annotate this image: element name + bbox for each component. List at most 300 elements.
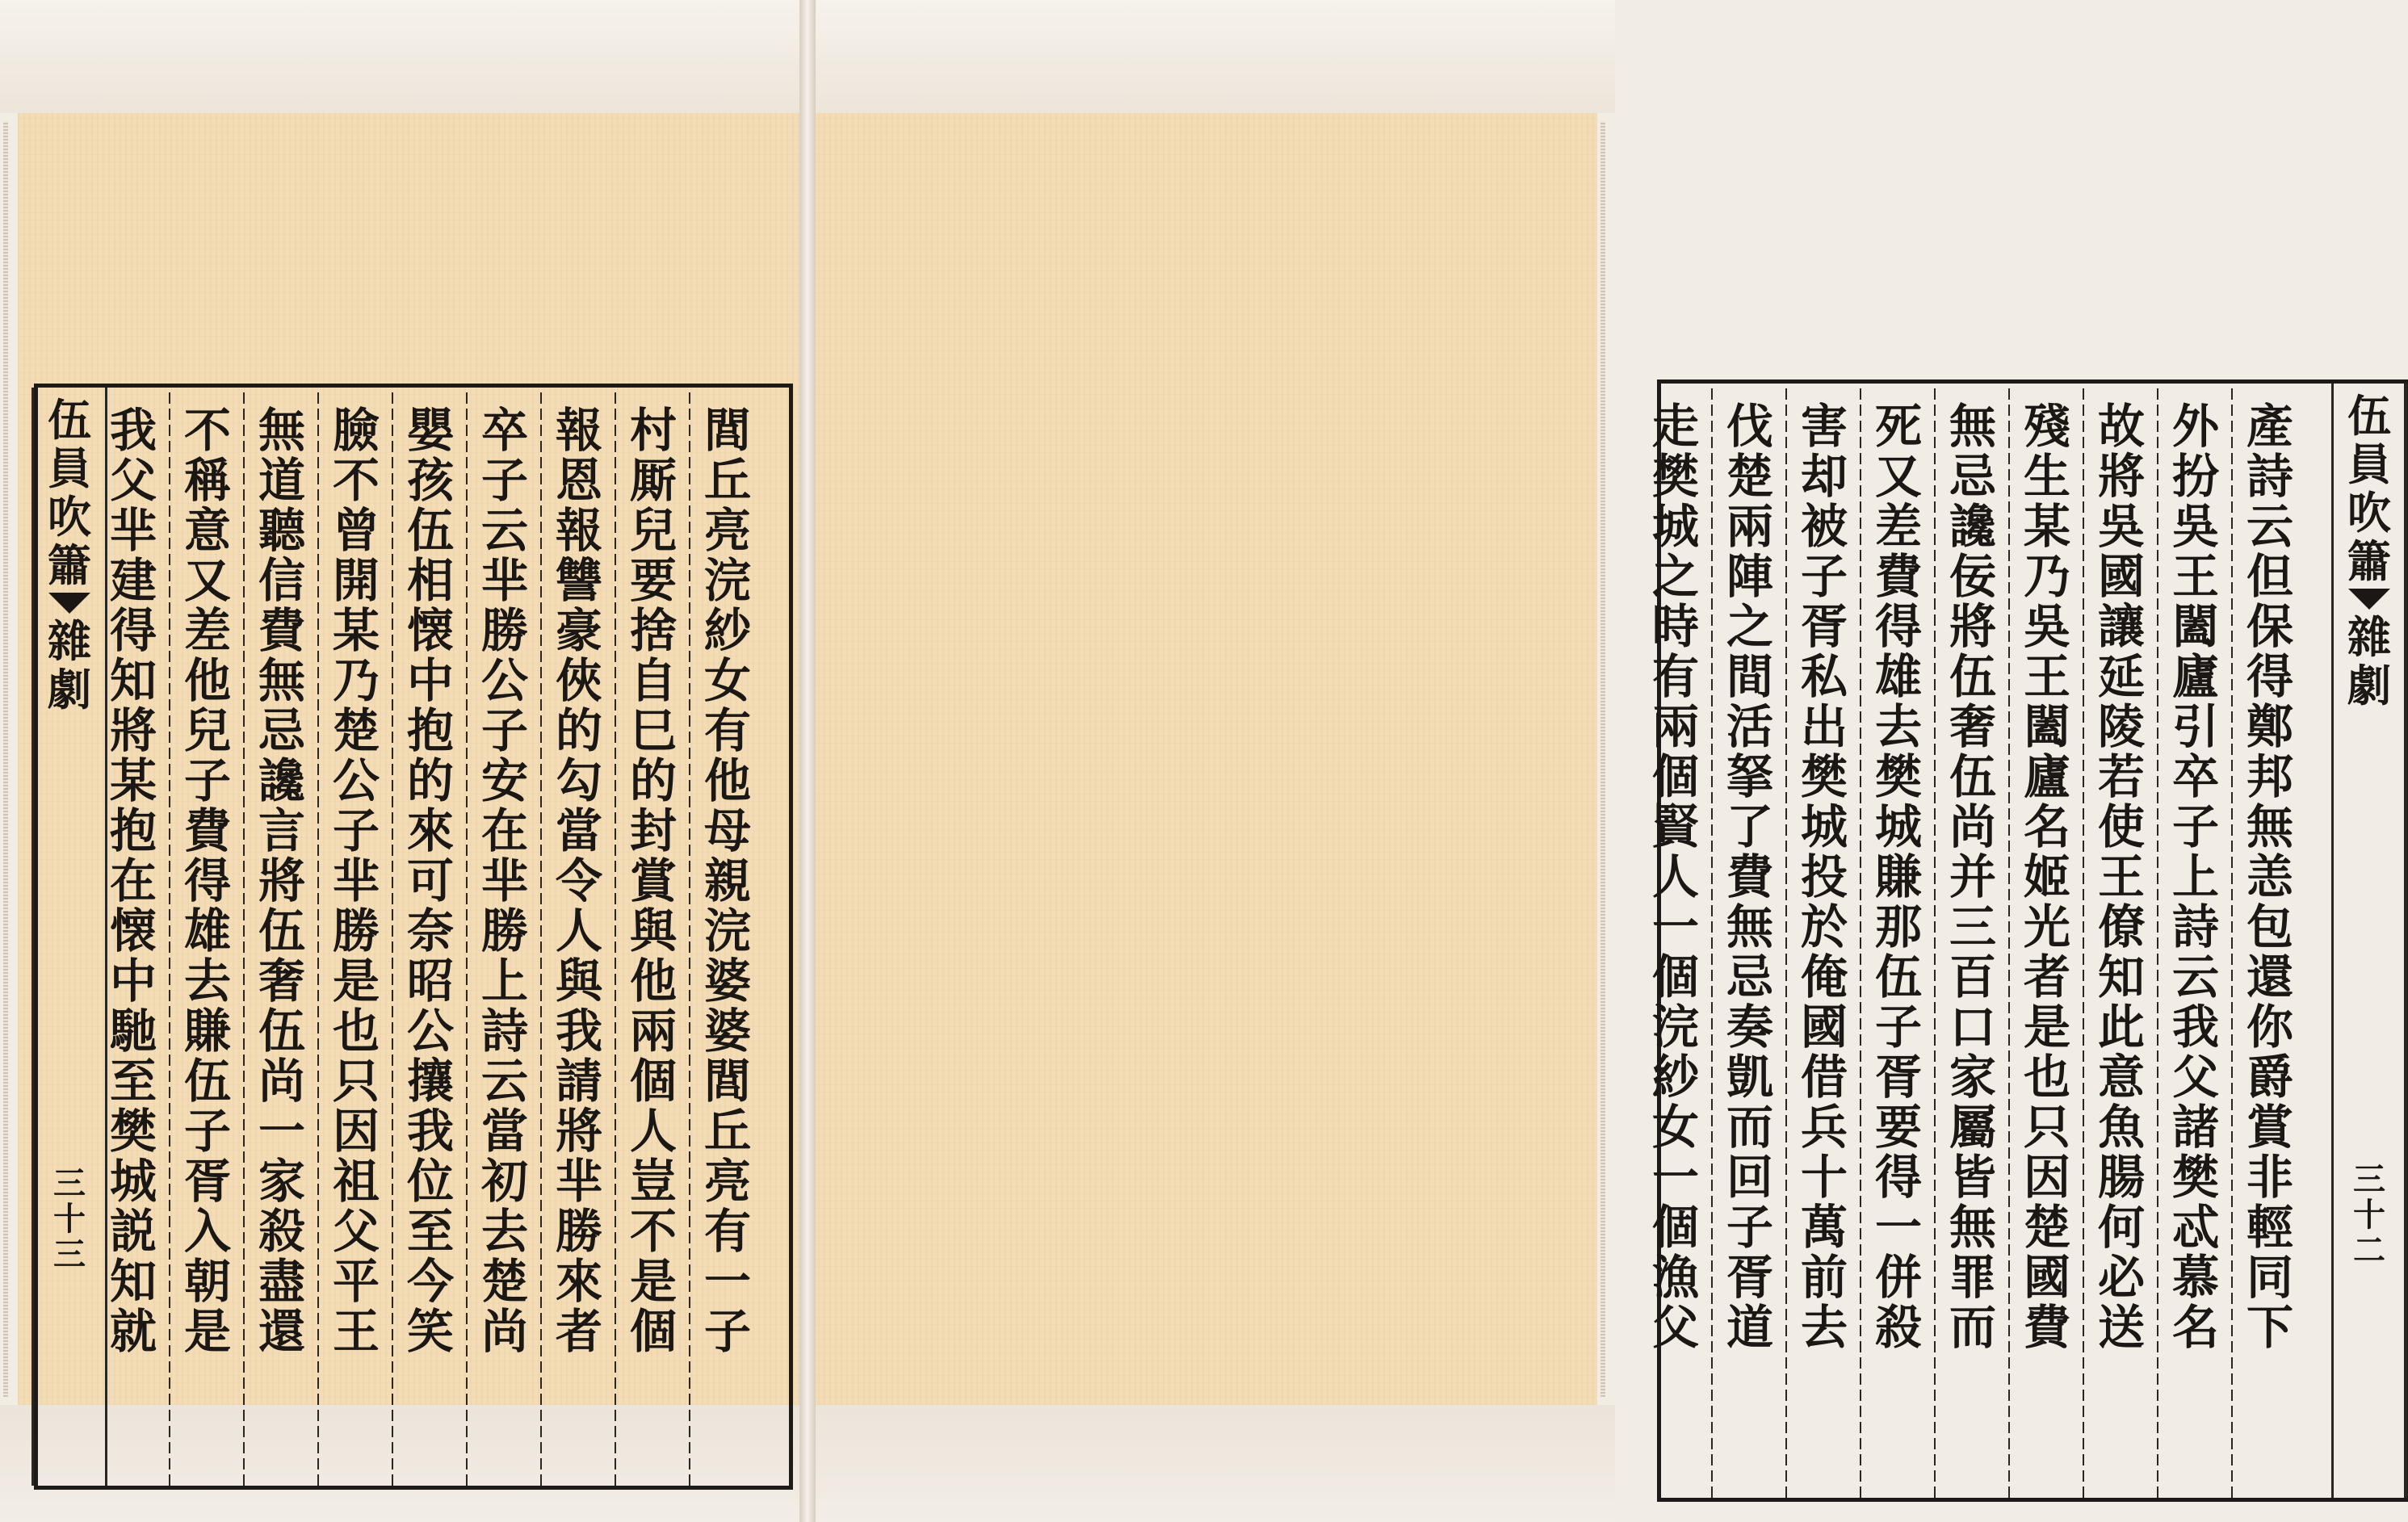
text-char: 一 [1651, 899, 1699, 954]
text-char: 云 [2246, 499, 2293, 554]
text-char: 口 [1949, 1000, 1996, 1054]
text-char: 母 [703, 803, 751, 858]
text-char: 不 [629, 1204, 677, 1259]
text-char: 兩 [629, 1004, 677, 1059]
text-char: 伍 [1949, 749, 1996, 804]
text-char: 知 [109, 1254, 157, 1309]
text-char: 慕 [2171, 1250, 2219, 1305]
text-char: 位 [406, 1154, 454, 1209]
text-char: 相 [406, 553, 454, 608]
text-char: 聽 [258, 503, 305, 558]
text-char: 走 [1651, 399, 1699, 454]
text-char: 不 [183, 403, 231, 458]
text-char: 魚 [2097, 1100, 2145, 1155]
text-char: 我 [2171, 1000, 2219, 1054]
text-char: 忒 [2171, 1200, 2219, 1255]
text-char: 但 [2246, 549, 2293, 604]
text-char: 抱 [109, 803, 157, 858]
text-char: 乃 [332, 653, 380, 708]
text-char: 邦 [2246, 749, 2293, 804]
fish-tail-mark [2348, 589, 2390, 610]
text-char: 城 [1874, 799, 1922, 854]
text-char: 於 [1800, 899, 1848, 954]
text-char: 胥 [183, 1154, 231, 1209]
text-char: 還 [2246, 950, 2293, 1004]
text-char: 殺 [258, 1204, 305, 1259]
text-char: 差 [183, 603, 231, 658]
text-char: 將 [109, 703, 157, 758]
center-fold-column [31, 388, 107, 1486]
text-char: 產 [2246, 399, 2293, 454]
text-char: 云 [480, 1054, 528, 1109]
text-char: 自 [629, 653, 677, 708]
text-char: 者 [555, 1304, 602, 1359]
text-char: 卒 [480, 403, 528, 458]
folio-number: 三 十 二 [2353, 1160, 2385, 1269]
text-char: 却 [1800, 449, 1848, 504]
text-char: 也 [332, 1004, 380, 1059]
text-char: 送 [2097, 1300, 2145, 1355]
text-char: 私 [1800, 649, 1848, 704]
text-char: 若 [2097, 749, 2145, 804]
right-page [812, 113, 2391, 1405]
text-char: 當 [555, 803, 602, 858]
text-char: 廬 [2171, 649, 2219, 704]
book-gutter [799, 0, 816, 1522]
text-char: 賞 [629, 853, 677, 908]
text-char: 楚 [2023, 1200, 2070, 1255]
text-char: 閭 [703, 1054, 751, 1109]
text-char: 子 [183, 1104, 231, 1159]
text-char: 讒 [258, 753, 305, 808]
text-char: 個 [1651, 749, 1699, 804]
text-char: 安 [480, 753, 528, 808]
text-char: 伐 [1726, 399, 1773, 454]
text-char: 諸 [2171, 1100, 2219, 1155]
text-char: 樊 [1651, 449, 1699, 504]
text-char: 懐 [406, 603, 454, 658]
text-char: 懐 [109, 904, 157, 958]
text-char: 的 [629, 753, 677, 808]
text-char: 嬰 [406, 403, 454, 458]
text-char: 勾 [555, 753, 602, 808]
left-page-edge [3, 121, 8, 1397]
text-char: 吳 [2097, 499, 2145, 554]
text-char: 人 [1651, 849, 1699, 904]
text-char: 卒 [2171, 749, 2219, 804]
text-char: 芈 [555, 1154, 602, 1209]
text-char: 賺 [1874, 849, 1922, 904]
text-char: 在 [480, 803, 528, 858]
text-char: 城 [1651, 499, 1699, 554]
text-char: 不 [332, 453, 380, 508]
text-char: 還 [258, 1304, 305, 1359]
text-char: 者 [2023, 950, 2070, 1004]
text-char: 出 [1800, 699, 1848, 754]
text-char: 個 [629, 1054, 677, 1109]
text-char: 勝 [480, 904, 528, 958]
text-char: 害 [1800, 399, 1848, 454]
text-char: 子 [480, 703, 528, 758]
text-char: 捨 [629, 603, 677, 658]
text-char: 費 [183, 803, 231, 858]
left-page [18, 113, 803, 1405]
text-char: 紗 [1651, 1050, 1699, 1105]
text-char: 包 [2246, 899, 2293, 954]
text-char: 賞 [2246, 1100, 2293, 1155]
text-char: 得 [183, 853, 231, 908]
text-char: 之 [1726, 599, 1773, 654]
text-char: 同 [2246, 1250, 2293, 1305]
text-char: 丘 [703, 1104, 751, 1159]
text-char: 今 [406, 1254, 454, 1309]
text-char: 子 [1874, 1000, 1922, 1054]
text-char: 我 [406, 1104, 454, 1159]
text-char: 去 [1874, 699, 1922, 754]
center-section: 雜 劇 [2347, 611, 2391, 711]
text-char: 雄 [183, 904, 231, 958]
text-char: 某 [109, 753, 157, 808]
text-char: 人 [555, 904, 602, 958]
text-char: 兒 [183, 703, 231, 758]
text-char: 一 [258, 1104, 305, 1159]
text-char: 攘 [406, 1054, 454, 1109]
left-page-frame [34, 384, 793, 1490]
text-char: 無 [1726, 899, 1773, 954]
text-char: 得 [109, 603, 157, 658]
text-char: 來 [555, 1254, 602, 1309]
text-char: 婆 [703, 1004, 751, 1059]
text-char: 個 [629, 1304, 677, 1359]
text-char: 無 [1949, 399, 1996, 454]
text-char: 而 [1949, 1300, 1996, 1355]
text-char: 馳 [109, 1004, 157, 1059]
text-char: 將 [555, 1104, 602, 1159]
text-char: 笑 [406, 1304, 454, 1359]
text-char: 佞 [1949, 549, 1996, 604]
text-char: 殺 [1874, 1300, 1922, 1355]
text-char: 費 [1874, 549, 1922, 604]
text-char: 公 [480, 653, 528, 708]
text-char: 一 [1651, 1150, 1699, 1205]
text-char: 費 [258, 603, 305, 658]
text-char: 恩 [555, 453, 602, 508]
text-column [616, 388, 690, 1486]
text-char: 初 [480, 1154, 528, 1209]
text-char: 知 [109, 653, 157, 708]
text-char: 伍 [1949, 649, 1996, 704]
text-char: 伍 [183, 1054, 231, 1109]
text-char: 的 [406, 753, 454, 808]
text-char: 俺 [1800, 950, 1848, 1004]
right-page-frame [1651, 379, 2408, 1502]
text-char: 父 [2171, 1050, 2219, 1105]
text-char: 兒 [629, 503, 677, 558]
text-char: 賢 [1651, 799, 1699, 854]
text-char: 他 [703, 753, 751, 808]
text-char: 并 [1949, 849, 1996, 904]
text-char: 非 [2246, 1150, 2293, 1205]
text-char: 個 [1651, 1200, 1699, 1255]
text-char: 中 [109, 954, 157, 1008]
text-char: 親 [703, 853, 751, 908]
text-char: 腸 [2097, 1150, 2145, 1205]
text-column [1861, 384, 1936, 1498]
text-char: 三 [1949, 899, 1996, 954]
text-char: 爵 [2246, 1050, 2293, 1105]
text-char: 我 [555, 1004, 602, 1059]
text-char: 也 [2023, 1050, 2070, 1105]
text-char: 費 [1726, 849, 1773, 904]
text-char: 光 [2023, 899, 2070, 954]
text-char: 殘 [2023, 399, 2070, 454]
right-page-edge [1600, 121, 1605, 1397]
text-char: 要 [629, 553, 677, 608]
text-char: 巳 [629, 703, 677, 758]
text-char: 公 [406, 1004, 454, 1059]
text-char: 國 [2097, 549, 2145, 604]
text-char: 抱 [406, 703, 454, 758]
text-char: 伍 [1874, 950, 1922, 1004]
text-char: 忌 [1726, 950, 1773, 1004]
text-char: 奢 [258, 954, 305, 1008]
text-char: 死 [1874, 399, 1922, 454]
text-column [1787, 384, 1861, 1498]
text-char: 某 [332, 603, 380, 658]
text-char: 父 [332, 1204, 380, 1259]
text-column [1638, 384, 1713, 1498]
text-char: 費 [2023, 1300, 2070, 1355]
text-char: 伍 [406, 503, 454, 558]
text-char: 女 [1651, 1100, 1699, 1155]
text-char: 厮 [629, 453, 677, 508]
text-char: 盡 [258, 1254, 305, 1309]
text-char: 要 [1874, 1100, 1922, 1155]
text-char: 投 [1800, 849, 1848, 904]
text-char: 言 [258, 803, 305, 858]
text-char: 十 [1800, 1150, 1848, 1205]
text-char: 就 [109, 1304, 157, 1359]
text-char: 凱 [1726, 1050, 1773, 1105]
text-char: 延 [2097, 649, 2145, 704]
text-char: 生 [2023, 449, 2070, 504]
text-char: 女 [703, 653, 751, 708]
text-char: 稱 [183, 453, 231, 508]
text-char: 至 [109, 1054, 157, 1109]
text-char: 廬 [2023, 749, 2070, 804]
text-char: 意 [2097, 1050, 2145, 1105]
text-char: 令 [555, 853, 602, 908]
text-char: 意 [183, 503, 231, 558]
text-char: 皆 [1949, 1150, 1996, 1205]
text-char: 無 [258, 653, 305, 708]
text-char: 尚 [1949, 799, 1996, 854]
text-char: 必 [2097, 1250, 2145, 1305]
text-char: 闔 [2171, 599, 2219, 654]
text-char: 活 [1726, 699, 1773, 754]
text-char: 去 [183, 954, 231, 1008]
text-char: 因 [332, 1104, 380, 1159]
text-char: 道 [258, 453, 305, 508]
text-char: 楚 [1726, 449, 1773, 504]
text-char: 併 [1874, 1250, 1922, 1305]
text-column [690, 388, 765, 1486]
text-char: 只 [332, 1054, 380, 1109]
text-char: 無 [258, 403, 305, 458]
text-char: 樊 [1874, 749, 1922, 804]
text-char: 樊 [1800, 749, 1848, 804]
text-char: 輕 [2246, 1200, 2293, 1255]
text-char: 讒 [1949, 499, 1996, 554]
text-char: 王 [332, 1304, 380, 1359]
text-char: 去 [1800, 1300, 1848, 1355]
text-char: 國 [2023, 1250, 2070, 1305]
text-char: 王 [2097, 849, 2145, 904]
text-char: 伍 [258, 1004, 305, 1059]
text-char: 子 [703, 1304, 751, 1359]
text-char: 無 [1949, 1200, 1996, 1255]
text-char: 封 [629, 803, 677, 858]
text-char: 樊 [2171, 1150, 2219, 1205]
text-char: 讓 [2097, 599, 2145, 654]
text-char: 胥 [1726, 1250, 1773, 1305]
text-char: 説 [109, 1204, 157, 1259]
text-column [468, 388, 542, 1486]
center-section: 雜 劇 [48, 615, 91, 715]
text-char: 借 [1800, 1050, 1848, 1105]
text-char: 子 [183, 753, 231, 808]
text-char: 父 [109, 453, 157, 508]
text-char: 臉 [332, 403, 380, 458]
text-char: 與 [629, 904, 677, 958]
text-char: 胥 [1800, 599, 1848, 654]
text-char: 漁 [1651, 1250, 1699, 1305]
text-char: 時 [1651, 599, 1699, 654]
text-char: 平 [332, 1254, 380, 1309]
text-char: 俠 [555, 653, 602, 708]
text-char: 樊 [109, 1104, 157, 1159]
text-char: 請 [555, 1054, 602, 1109]
text-char: 詩 [480, 1004, 528, 1059]
text-char: 你 [2246, 1000, 2293, 1054]
text-char: 詩 [2171, 899, 2219, 954]
text-char: 忌 [1949, 449, 1996, 504]
text-char: 而 [1726, 1100, 1773, 1155]
center-fold-column [2331, 384, 2407, 1498]
text-char: 芈 [109, 503, 157, 558]
text-char: 讐 [555, 553, 602, 608]
text-char: 人 [629, 1104, 677, 1159]
text-char: 芈 [332, 853, 380, 908]
text-char: 父 [1651, 1300, 1699, 1355]
text-char: 來 [406, 803, 454, 858]
text-char: 當 [480, 1104, 528, 1159]
text-char: 將 [1949, 599, 1996, 654]
text-char: 城 [1800, 799, 1848, 854]
text-char: 他 [629, 954, 677, 1008]
text-char: 入 [183, 1204, 231, 1259]
text-char: 奈 [406, 904, 454, 958]
text-char: 是 [332, 954, 380, 1008]
text-char: 與 [555, 954, 602, 1008]
text-char: 亮 [703, 503, 751, 558]
text-char: 浣 [1651, 1000, 1699, 1054]
text-char: 勝 [332, 904, 380, 958]
text-char: 是 [183, 1304, 231, 1359]
text-char: 雄 [1874, 649, 1922, 704]
text-char: 得 [2246, 649, 2293, 704]
text-char: 上 [2171, 849, 2219, 904]
text-char: 名 [2171, 1300, 2219, 1355]
text-char: 家 [258, 1154, 305, 1209]
text-char: 又 [183, 553, 231, 608]
text-char: 子 [480, 453, 528, 508]
text-char: 個 [1651, 950, 1699, 1004]
text-column [2084, 384, 2158, 1498]
text-char: 忌 [258, 703, 305, 758]
text-char: 他 [183, 653, 231, 708]
text-char: 萬 [1800, 1200, 1848, 1255]
text-char: 引 [2171, 699, 2219, 754]
text-char: 國 [1800, 1000, 1848, 1054]
text-char: 一 [1874, 1200, 1922, 1255]
text-column [1936, 384, 2010, 1498]
text-char: 我 [109, 403, 157, 458]
text-column [170, 388, 245, 1486]
text-char: 在 [109, 853, 157, 908]
text-char: 芈 [480, 553, 528, 608]
text-char: 此 [2097, 1000, 2145, 1054]
text-char: 姬 [2023, 849, 2070, 904]
text-char: 王 [2171, 549, 2219, 604]
text-char: 的 [555, 703, 602, 758]
text-char: 何 [2097, 1200, 2145, 1255]
text-char: 信 [258, 553, 305, 608]
text-char: 屬 [1949, 1100, 1996, 1155]
text-char: 昭 [406, 954, 454, 1008]
text-char: 勝 [555, 1204, 602, 1259]
text-char: 子 [2171, 799, 2219, 854]
text-char: 家 [1949, 1050, 1996, 1105]
text-char: 祖 [332, 1154, 380, 1209]
text-char: 前 [1800, 1250, 1848, 1305]
text-char: 亮 [703, 1154, 751, 1209]
text-char: 被 [1800, 499, 1848, 554]
text-char: 吳 [2171, 499, 2219, 554]
text-char: 浣 [703, 553, 751, 608]
text-column [2233, 384, 2307, 1498]
text-char: 百 [1949, 950, 1996, 1004]
text-char: 閭 [703, 403, 751, 458]
text-char: 公 [332, 753, 380, 808]
text-char: 子 [332, 803, 380, 858]
text-char: 詩 [2246, 449, 2293, 504]
text-char: 報 [555, 503, 602, 558]
text-char: 將 [258, 853, 305, 908]
text-char: 報 [555, 403, 602, 458]
text-column [1713, 384, 1787, 1498]
text-char: 兩 [1726, 499, 1773, 554]
text-char: 之 [1651, 549, 1699, 604]
text-char: 使 [2097, 799, 2145, 854]
text-char: 王 [2023, 649, 2070, 704]
text-char: 闔 [2023, 699, 2070, 754]
text-char: 婆 [703, 954, 751, 1008]
text-char: 差 [1874, 499, 1922, 554]
center-title: 伍 員 吹 簫 [48, 394, 91, 591]
text-char: 兩 [1651, 699, 1699, 754]
text-char: 有 [703, 1204, 751, 1259]
